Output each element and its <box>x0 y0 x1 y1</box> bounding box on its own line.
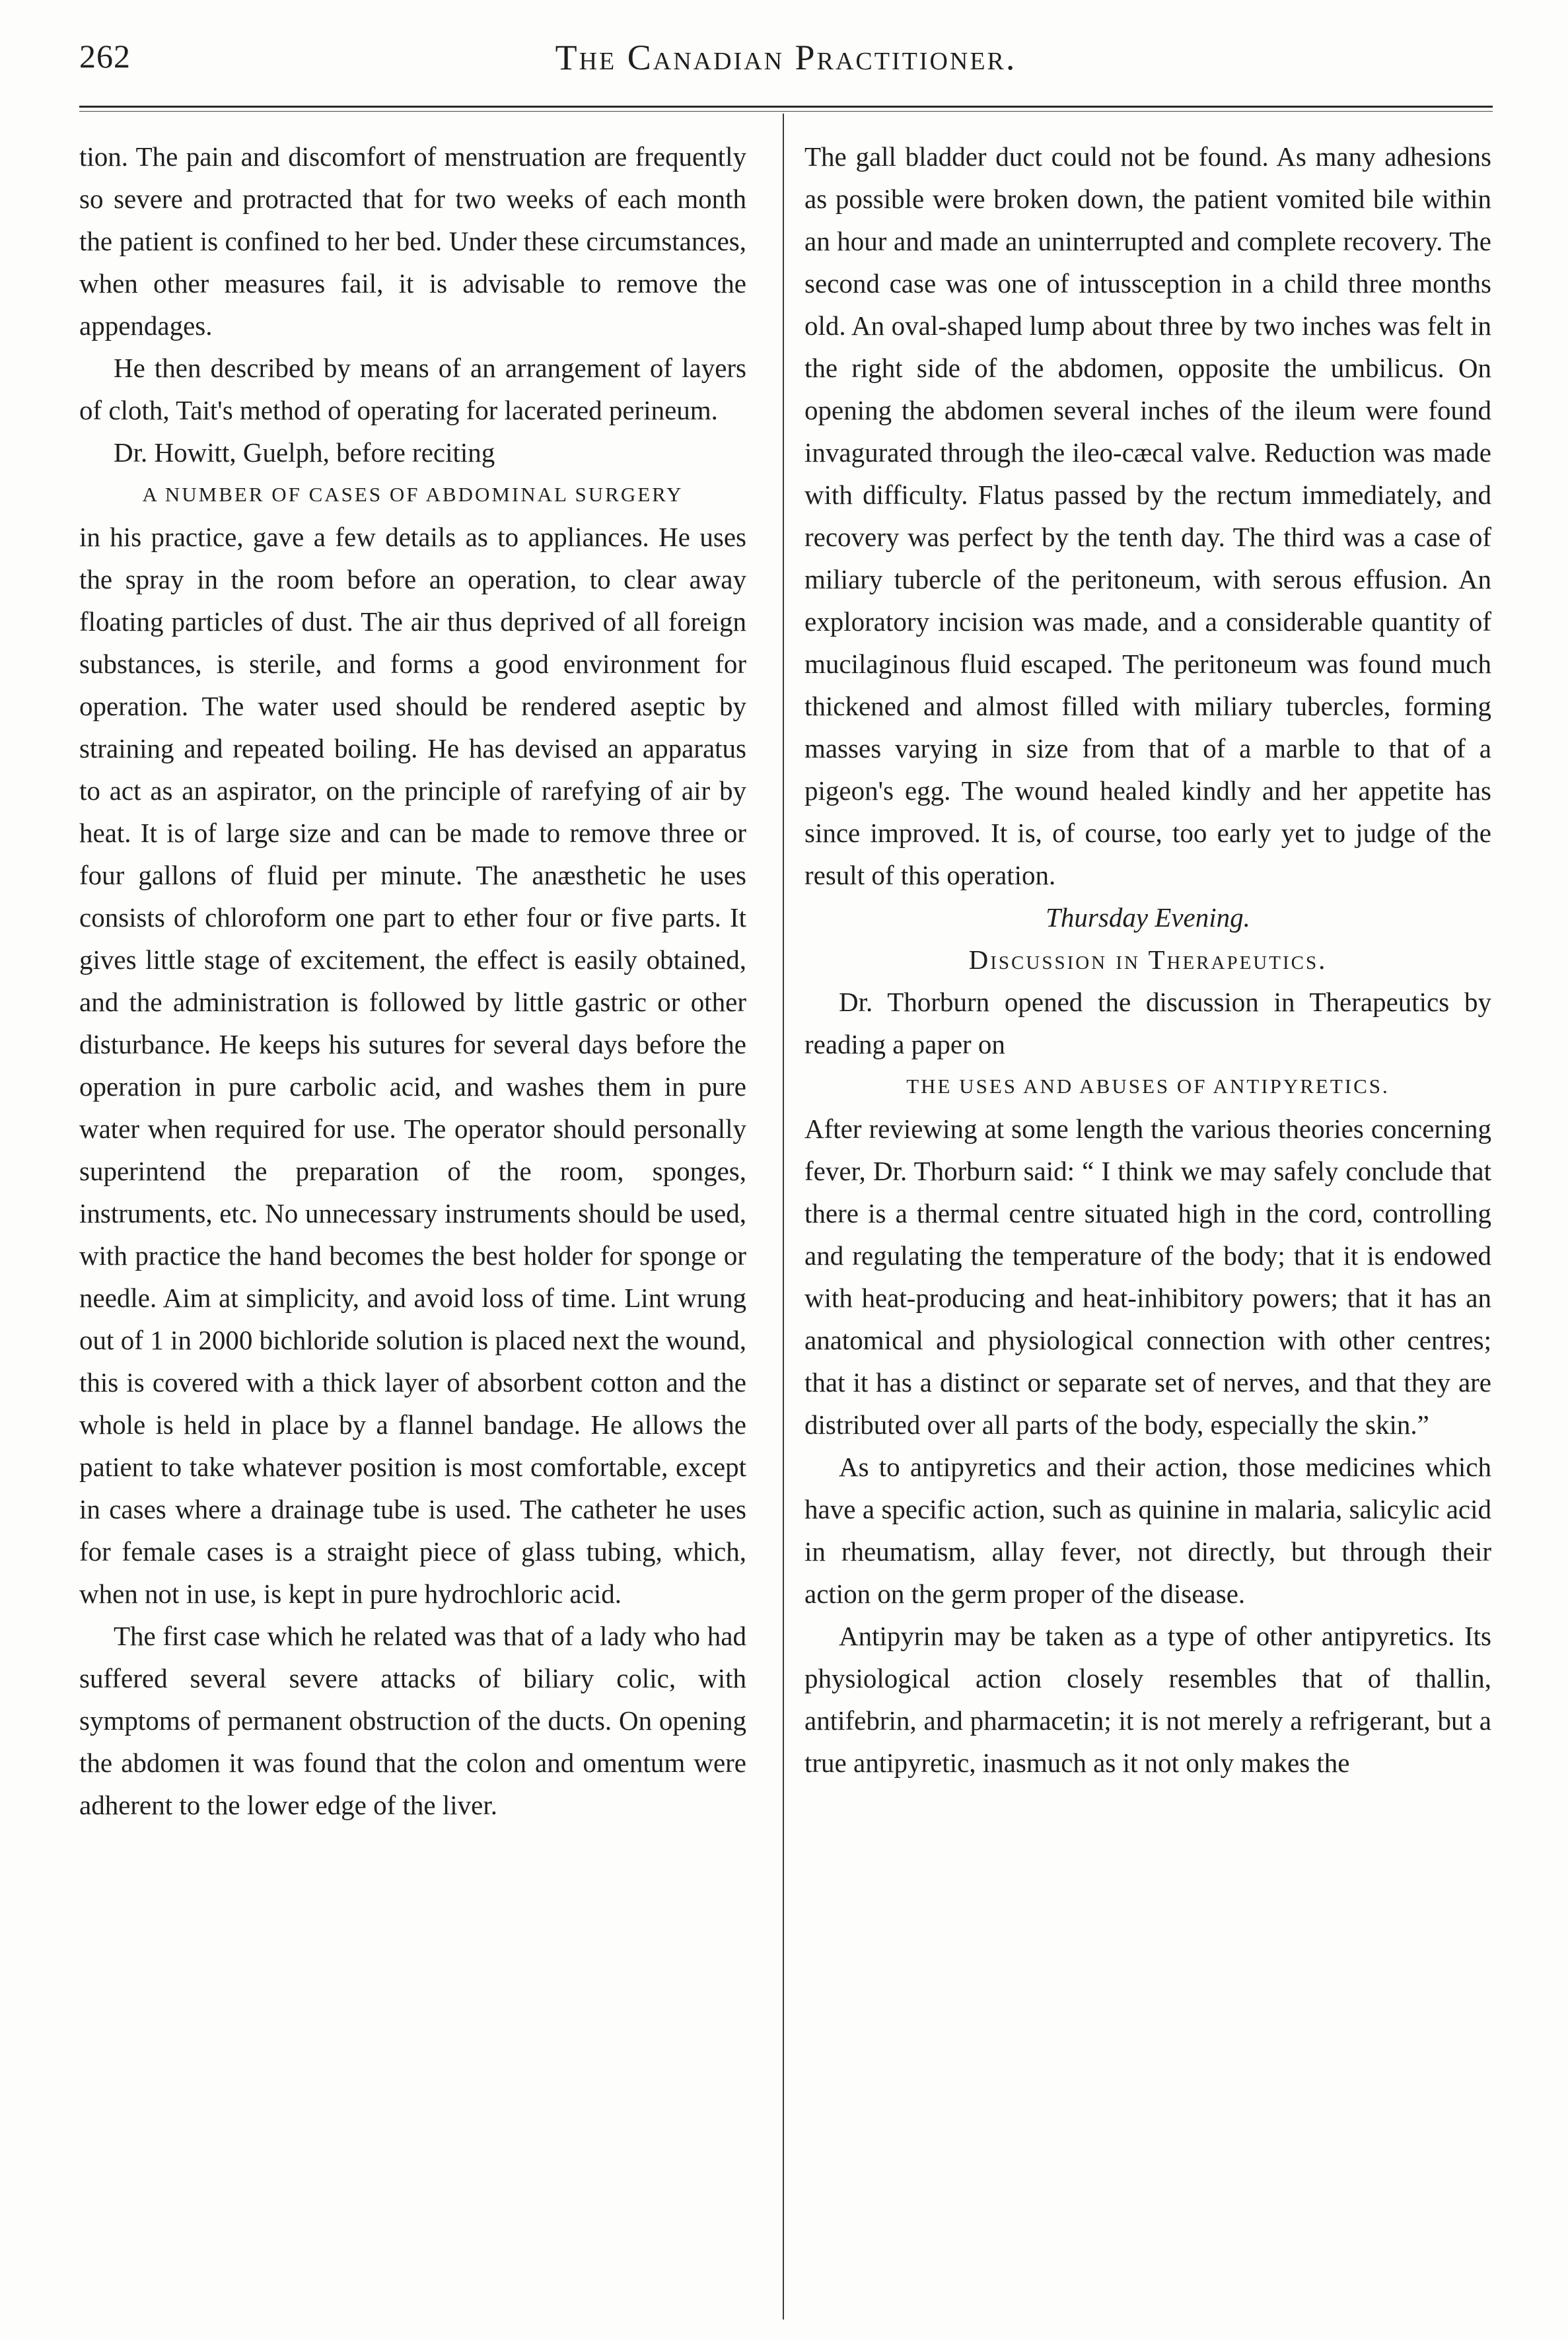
paragraph: tion. The pain and discomfort of menstruation are frequently so severe and protracted that for two weeks of each month the patient is confined to her bed. Under these circumstances, when other measures fail, it is advisable to remove the appendages. <box>79 141 746 341</box>
paragraph: He then described by means of an arrangement of layers of cloth, Tait's method of operating for lacerated perineum. <box>79 353 746 425</box>
left-column <box>79 135 746 1826</box>
paragraph: Dr. Howitt, Guelph, before reciting <box>114 437 495 468</box>
italic-heading: Thursday Evening. <box>1046 902 1250 933</box>
header-rule-thin <box>79 111 1493 112</box>
section-heading: Discussion in Therapeutics. <box>968 944 1328 975</box>
journal-title: The Canadian Practitioner. <box>555 38 1017 77</box>
paragraph: As to antipyretics and their action, those medicines which have a specific action, such as quinine in malaria, salicylic acid in rheumatism, allay fever, not directly, but through their action on the germ proper of the disease. <box>804 1452 1491 1609</box>
header-rule <box>79 106 1493 108</box>
paragraph: The gall bladder duct could not be found. As many adhesions as possible were broken down, the patient vomited bile within an hour and made an uninterrupted and complete recovery. The second case was one of intussception in a child three months old. An oval-shaped lump about three by two inches was felt in the right side of the abdomen, opposite the umbilicus. On opening the abdomen several inches of the ileum were found invagurated through the ileo-cæcal valve. Reduction was made with difficulty. Flatus passed by the rectum immediately, and recovery was perfect by the tenth day. The third was a case of miliary tubercle of the peritoneum, with serous effusion. An exploratory incision was made, and a considerable quantity of mucilaginous fluid escaped. The peritoneum was found much thickened and almost filled with miliary tubercles, forming masses varying in size from that of a marble to that of a pigeon's egg. The wound healed kindly and her appetite has since improved. It is, of course, too early yet to judge of the result of this operation. <box>804 141 1491 890</box>
right-column <box>804 135 1491 1784</box>
paragraph: After reviewing at some length the various theories concerning fever, Dr. Thorburn said: “ I think we may safely conclude that there is a thermal centre situated high in the cord, controlling and regulating the temperature of the body; that it is endowed with heat-producing and heat-inhibitory powers; that it has an anatomical and physiological connection with other centres; that it has a distinct or separate set of nerves, and that they are distributed over all parts of the body, especially the skin.” <box>804 1114 1491 1440</box>
paragraph: The first case which he related was that of a lady who had suffered several severe attacks of biliary colic, with symptoms of permanent obstruction of the ducts. On opening the abdomen it was found that the colon and omentum were adherent to the lower edge of the liver. <box>79 1621 746 1820</box>
page-header <box>79 37 1493 90</box>
paragraph: Dr. Thorburn opened the discussion in Therapeutics by reading a paper on <box>804 987 1491 1059</box>
page-number: 262 <box>79 38 131 75</box>
paragraph: Antipyrin may be taken as a type of other antipyretics. Its physiological action closely resembles that of thallin, antifebrin, and pharmacetin; it is not merely a refrigerant, but a true antipyretic, inasmuch as it not only makes the <box>804 1621 1491 1778</box>
paragraph: in his practice, gave a few details as to appliances. He uses the spray in the room before an operation, to clear away floating particles of dust. The air thus deprived of all foreign substances, is sterile, and forms a good environment for operation. The water used should be rendered aseptic by straining and repeated boiling. He has devised an apparatus to act as an aspirator, on the principle of rarefying of air by heat. It is of large size and can be made to remove three or four gallons of fluid per minute. The anæsthetic he uses consists of chloroform one part to ether four or five parts. It gives little stage of excitement, the effect is easily obtained, and the administration is followed by little gastric or other disturbance. He keeps his sutures for several days before the operation in pure carbolic acid, and washes them in pure water when required for use. The operator should personally superintend the preparation of the room, sponges, instruments, etc. No unnecessary instruments should be used, with practice the hand becomes the best holder for sponge or needle. Aim at simplicity, and avoid loss of time. Lint wrung out of 1 in 2000 bichloride solution is placed next the wound, this is covered with a thick layer of absorbent cotton and the whole is held in place by a flannel bandage. He allows the patient to take whatever position is most comfortable, except in cases where a drainage tube is used. The catheter he uses for female cases is a straight piece of glass tubing, which, when not in use, is kept in pure hydrochloric acid. <box>79 522 746 1609</box>
section-heading: A NUMBER OF CASES OF ABDOMINAL SURGERY <box>142 483 684 506</box>
column-divider <box>783 114 784 2320</box>
section-heading: THE USES AND ABUSES OF ANTIPYRETICS. <box>906 1075 1390 1098</box>
